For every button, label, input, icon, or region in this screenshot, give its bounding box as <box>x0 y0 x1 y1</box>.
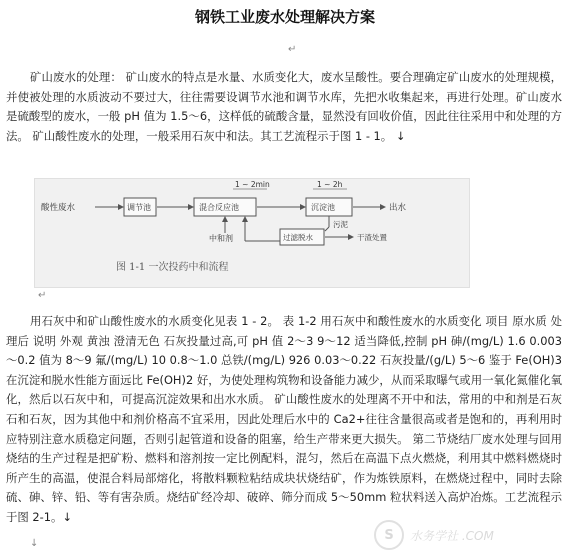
node-acid-water: 酸性废水 <box>41 203 76 213</box>
node-outlet: 出水 <box>389 203 407 213</box>
node-settling-tank: 沉淀池 <box>311 203 335 212</box>
paragraph-mark: ↵ <box>288 44 297 55</box>
figure-caption: 图 1-1 一次投药中和流程 <box>116 262 229 273</box>
watermark-text: 水务学社 .COM <box>410 528 494 543</box>
watermark-logo: S <box>374 520 404 550</box>
document-title: 钢铁工业废水处理解决方案 <box>194 8 375 26</box>
node-neutralizer: 中和剂 <box>209 234 233 243</box>
paragraph-mark: ↵ <box>38 290 47 301</box>
end-mark: ↓ <box>30 538 39 549</box>
node-sludge: 污泥 <box>333 220 348 229</box>
process-flow-figure <box>34 178 470 288</box>
duration-mixing: 1 ~ 2min <box>235 180 270 189</box>
flow-diagram-svg <box>35 179 469 287</box>
duration-settling: 1 ~ 2h <box>317 180 343 189</box>
node-regulating-tank: 调节池 <box>127 203 151 212</box>
node-filter-dewater: 过滤脱水 <box>283 233 313 242</box>
paragraph-mine-wastewater: 矿山废水的处理： 矿山废水的特点是水量、水质变化大，废水呈酸性。要合理确定矿山废水的处理规模，并使被处理的水质波动不要过大，往往需要设调节水池和调节水库，先把水收集起来，再进行处理。矿山废水是硫酸型的废水，一般 pH 值为 1.5～6，这样低的硫酸含量，显然没有回收价值，因此往往采用中和处理的方法。 矿山酸性废水的处理，一般采用石灰中和法。其工艺流程示于图 1 - 1。 ↓ <box>6 70 562 143</box>
node-mixing-tank: 混合反应池 <box>199 203 239 212</box>
paragraph-lime-neutralization: 用石灰中和矿山酸性废水的水质变化见表 1 - 2。 表 1-2 用石灰中和酸性废水的水质变化 项目 原水质 处理后 说明 外观 黄浊 澄清无色 石灰投量过高,可 pH 值 2～3 9～12 适当降低,控制 pH 砷/(mg/L) 1.6 0.003～0.2 值为 8～9 氟/(mg/L) 10 0.8～1.0 总铁/(mg/L) 926 0.03～0.22 石灰投量/(g/L) 5～6 鉴于 Fe(OH)3 在沉淀和脱水性能方面远比 Fe(OH)2 好，为使处理构筑物和设备能力减少，从而采取曝气或用一氧化氮催化氧化，然后以石灰中和，可提高沉淀效果和出水水质。 矿山酸性废水的处理离不开中和法，常用的中和剂是石灰石和石灰，因为其他中和剂价格高不宜采用，因此处理后水中的 Ca2+往往含量很高或者是饱和的，再利用时应特别注意水质稳定问题，否则引起管道和设备的阻塞，给生产带来更大损失。 第二节烧结厂废水处理与回用 烧结的生产过程是把矿粉、燃料和溶剂按一定比例配料，混匀，然后在高温下点火燃烧，利用其中燃料燃烧时所产生的高温，使混合料局部熔化，将散料颗粒粘结成块状烧结矿，作为炼铁原料，在燃烧过程中，同时去除硫、砷、锌、铅、等有害杂质。烧结矿经冷却、破碎、筛分而成 5～50mm 粒状料送入高炉冶炼。工艺流程示于图 2-1。↓ <box>6 314 562 524</box>
site-watermark <box>374 521 564 549</box>
node-dry-sludge: 干渣处置 <box>357 233 387 242</box>
